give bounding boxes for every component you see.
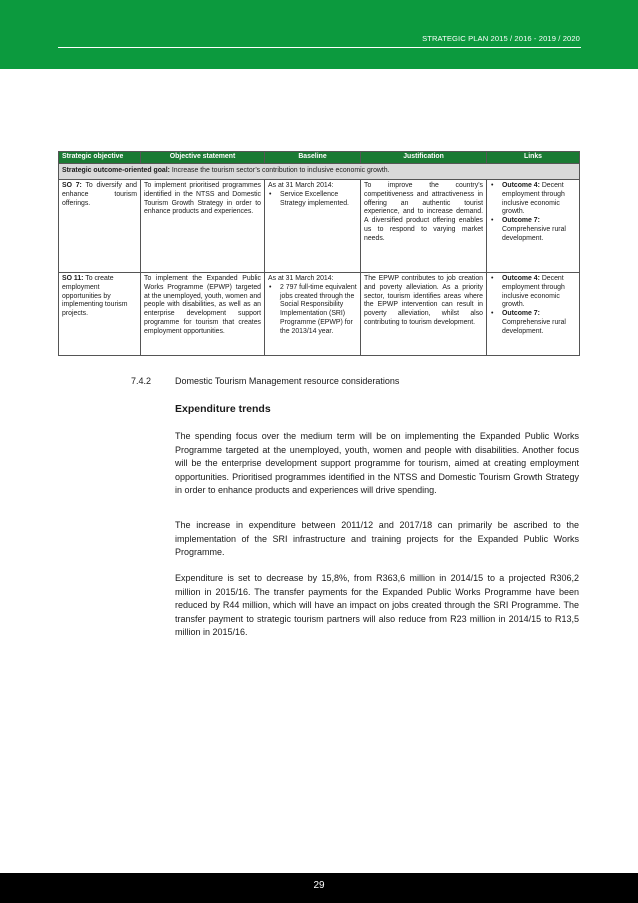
baseline-list	[268, 191, 357, 209]
links-list	[490, 182, 576, 244]
link-text: Comprehensive rural development.	[502, 318, 566, 335]
objective-text: To create employment opportunities by implementing tourism projects.	[62, 275, 128, 318]
baseline-cell	[265, 273, 361, 356]
strategic-objectives-table	[58, 151, 580, 356]
baseline-cell	[265, 180, 361, 273]
list-item	[490, 275, 576, 310]
justification-cell: To improve the country’s competitiveness and attractiveness in offering an authentic tourist experience, and to increase demand. A diversified product offering enables us to respond to varying market needs.	[361, 180, 487, 273]
list-item: • Service Excellence Strategy implemented.	[268, 191, 357, 209]
link-text: Decent employment through inclusive economic growth.	[502, 275, 565, 309]
objective-cell	[59, 273, 141, 356]
links-list	[490, 275, 576, 337]
link-label: Outcome 7:	[502, 217, 540, 225]
goal-text: Increase the tourism sector’s contribution to inclusive economic growth.	[171, 167, 390, 175]
list-item	[490, 182, 576, 217]
page-number: 29	[313, 880, 325, 891]
baseline-intro: As at 31 March 2014:	[268, 182, 334, 189]
justification-cell: The EPWP contributes to job creation and poverty alleviation. As a priority sector, tourism identifies areas where the EPWP intervention can result in poverty alleviation, whilst also contributing to tourism development.	[361, 273, 487, 356]
links-cell	[487, 273, 580, 356]
link-label: Outcome 7:	[502, 310, 540, 318]
table-header-row	[59, 152, 580, 164]
link-label: Outcome 4:	[502, 182, 540, 189]
baseline-intro: As at 31 March 2014:	[268, 275, 334, 282]
objective-cell	[59, 180, 141, 273]
goal-label: Strategic outcome-oriented goal:	[62, 167, 170, 175]
link-label: Outcome 4:	[502, 275, 540, 282]
goal-row	[59, 164, 580, 180]
column-header: Justification	[361, 152, 487, 164]
section-title: Domestic Tourism Management resource considerations	[175, 376, 400, 386]
link-text: Comprehensive rural development.	[502, 225, 566, 242]
objective-code: SO 7:	[62, 182, 82, 189]
section-number: 7.4.2	[131, 376, 152, 386]
table-row	[59, 180, 580, 273]
column-header: Objective statement	[141, 152, 265, 164]
objective-code: SO 11:	[62, 275, 84, 282]
baseline-list	[268, 284, 357, 337]
column-header: Links	[487, 152, 580, 164]
link-text: Decent employment through inclusive economic growth.	[502, 182, 565, 216]
paragraph: The increase in expenditure between 2011/12 and 2017/18 can primarily be ascribed to the implementation of the SRI infrastructure and training projects for the Expanded Public Works Programme.	[175, 520, 579, 558]
paragraph: The spending focus over the medium term will be on implementing the Expanded Public Works Programme targeted at the unemployed, youth, women and people with disabilities. Another focus will be the enterprise development support programme for tourism, aimed at creating employment opportunities. Prioritised programmes identified in the NTSS and Domestic Tourism Growth Strategy in order to enhance products and experiences will drive spending.	[175, 431, 579, 496]
list-item: • 2 797 full-time equivalent jobs created through the Social Responsibility Implementation (SRI) Programme (EPWP) for the 2013/14 year.	[268, 284, 357, 337]
column-header: Strategic objective	[59, 152, 141, 164]
section-heading	[131, 376, 399, 386]
paragraph: Expenditure is set to decrease by 15,8%, from R363,6 million in 2014/15 to a projected R306,2 million in 2015/16. The transfer payments for the Expanded Public Works Programme have been reduced by R44 million, which will have an impact on jobs created through the SRI Programme. The transfer payment to strategic tourism partners will also reduce from R23 million in 2014/15 to R13,5 million in 2015/16.	[175, 573, 579, 638]
links-cell	[487, 180, 580, 273]
objective-text: To diversify and enhance tourism offerings.	[62, 182, 138, 207]
statement-cell: To implement the Expanded Public Works Programme (EPWP) targeted at the unemployed, youth, women and people with disabilities, as well as an enterprise development support programme for tourism that creates employment opportunities.	[141, 273, 265, 356]
subheading: Expenditure trends	[175, 403, 271, 415]
header-rule	[58, 47, 581, 48]
column-header: Baseline	[265, 152, 361, 164]
header-title: STRATEGIC PLAN 2015 / 2016 - 2019 / 2020	[422, 34, 580, 43]
statement-cell: To implement prioritised programmes identified in the NTSS and Domestic Tourism Growth Strategy in order to enhance products and experiences.	[141, 180, 265, 273]
list-item	[490, 310, 576, 336]
list-item	[490, 217, 576, 243]
table-row	[59, 273, 580, 356]
goal-cell	[59, 164, 580, 180]
